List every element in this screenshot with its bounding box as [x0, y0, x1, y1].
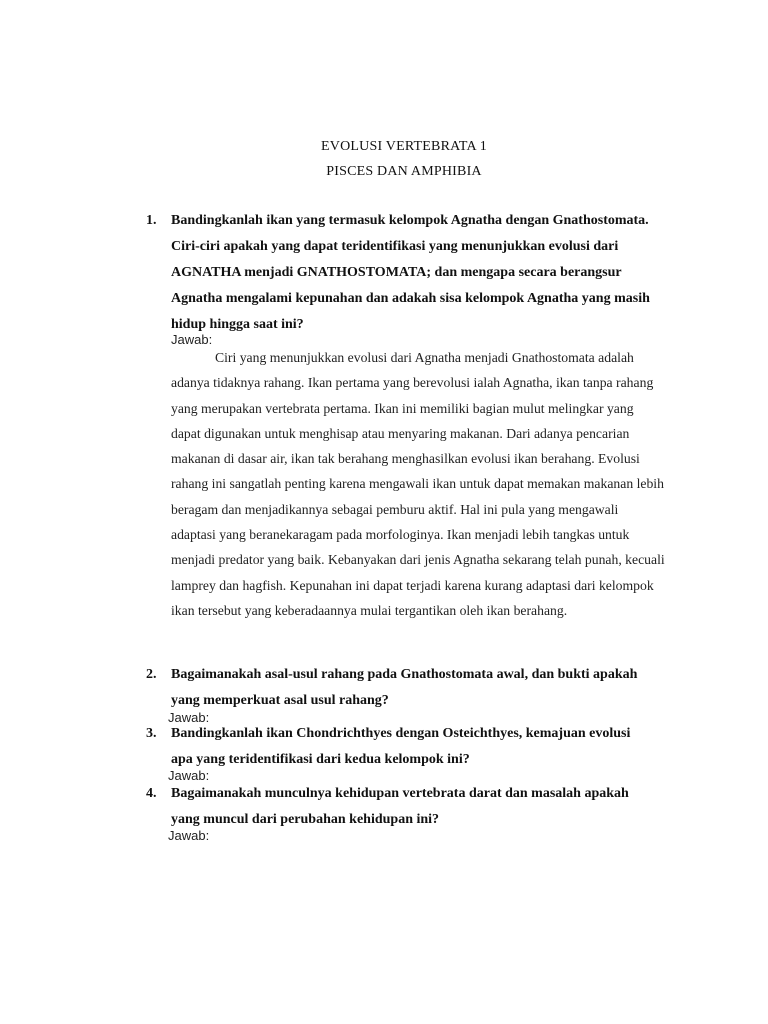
- question-text: Bagaimanakah munculnya kehidupan vertebrata darat dan masalah apakah yang muncul dari perubahan kehidupan ini?: [171, 786, 629, 827]
- answer-label: Jawab:: [168, 828, 210, 843]
- question-2: [146, 662, 666, 714]
- question-text: Bandingkanlah ikan yang termasuk kelompok Agnatha dengan Gnathostomata. Ciri-ciri apakah yang dapat teridentifikasi yang menunjukkan evolusi dari AGNATHA menjadi GNATHOSTOMATA; dan mengapa secara berangsur Agnatha mengalami kepunahan dan adakah sisa kelompok Agnatha yang masih hidup hingga saat ini?: [171, 213, 650, 332]
- question-number: 4.: [146, 786, 157, 801]
- answer-paragraph: [171, 345, 665, 623]
- question-number: 2.: [146, 667, 157, 682]
- question-1: [146, 208, 666, 338]
- question-number: 1.: [146, 213, 157, 228]
- question-text: Bandingkanlah ikan Chondrichthyes dengan Osteichthyes, kemajuan evolusi apa yang teridentifikasi dari kedua kelompok ini?: [171, 726, 631, 767]
- answer-label: Jawab:: [168, 768, 210, 783]
- answer-text: Ciri yang menunjukkan evolusi dari Agnatha menjadi Gnathostomata adalah adanya tidaknya rahang. Ikan pertama yang berevolusi ialah Agnatha, ikan tanpa rahang yang merupakan vertebrata pertama. Ikan ini memiliki bagian mulut melingkar yang dapat digunakan untuk menghisap atau menyaring makanan. Dari adanya pencarian makanan di dasar air, ikan tak berahang menghasilkan evolusi ikan berahang. Evolusi rahang ini sangatlah penting karena mengawali ikan untuk dapat memakan makanan lebih beragam dan menjadikannya sebagai pemburu aktif. Hal ini pula yang mengawali adaptasi yang beranekaragam pada morfologinya. Ikan menjadi lebih tangkas untuk menjadi predator yang baik. Kebanyakan dari jenis Agnatha sekarang telah punah, kecuali lamprey dan hagfish. Kepunahan ini dapat terjadi karena kurang adaptasi dari kelompok ikan tersebut yang keberadaannya mulai tergantikan oleh ikan berahang.: [171, 350, 665, 618]
- document-subtitle: PISCES DAN AMPHIBIA: [326, 164, 482, 179]
- question-4: [146, 781, 666, 833]
- question-number: 3.: [146, 726, 157, 741]
- answer-label: Jawab:: [168, 710, 210, 725]
- document-title: EVOLUSI VERTEBRATA 1: [321, 139, 487, 154]
- question-text: Bagaimanakah asal-usul rahang pada Gnathostomata awal, dan bukti apakah yang memperkuat asal usul rahang?: [171, 667, 638, 708]
- question-3: [146, 721, 666, 773]
- answer-label: Jawab:: [171, 332, 213, 347]
